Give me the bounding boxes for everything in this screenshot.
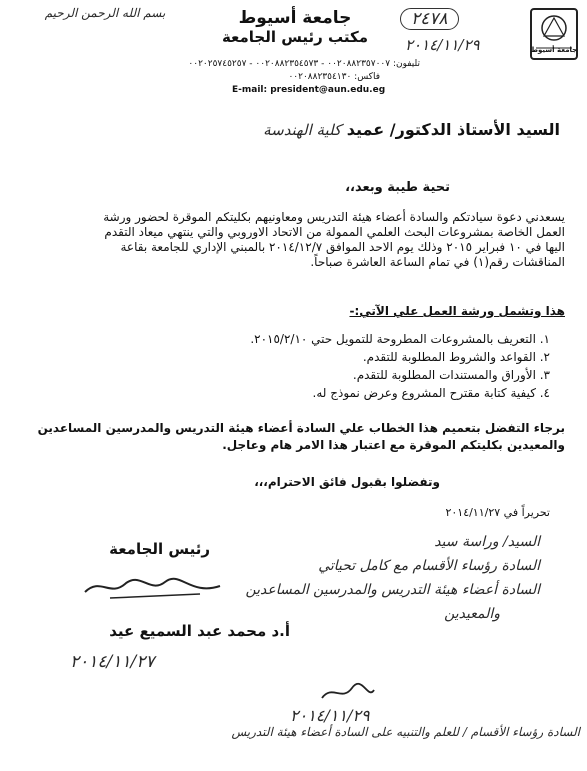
note-line: السيد/ وراسة سيد bbox=[434, 534, 540, 550]
note-line: السادة أعضاء هيئة التدريس والمدرسين المساعدين bbox=[245, 582, 540, 598]
paragraph-line: يسعدني دعوة سيادتكم والسادة أعضاء هيئة التدريس ومعاونيهم بكليتكم الموقرة لحضور ورشة bbox=[103, 210, 565, 224]
workshop-items bbox=[80, 330, 550, 402]
signer-title: رئيس الجامعة bbox=[109, 540, 210, 558]
greeting: تحية طيبة وبعد،، bbox=[345, 180, 450, 195]
signature-icon bbox=[80, 572, 230, 602]
university-logo bbox=[530, 8, 578, 60]
paragraph-line: المناقشات رقم(١) في تمام الساعة العاشرة صباحاً. bbox=[310, 255, 565, 269]
university-header bbox=[180, 8, 410, 47]
recipient-line bbox=[220, 120, 560, 139]
body-paragraph bbox=[20, 210, 565, 270]
university-name: جامعة أسيوط bbox=[238, 8, 352, 28]
list-item: ٣. الأوراق والمستندات المطلوبة للتقدم. bbox=[352, 368, 550, 382]
office-name: مكتب رئيس الجامعة bbox=[221, 28, 369, 46]
contact-email: E-mail: president@aun.edu.eg bbox=[232, 85, 386, 95]
list-item: ٤. كيفية كتابة مقترح المشروع وعرض نموذج له. bbox=[312, 386, 550, 400]
phone-value: ٠٠٢٠٨٨٢٣٥٧٠٠٧ - ٠٠٢٠٨٨٢٣٥٤٥٧٣ - ٠٠٢٠٢٥٧٤٥٢٥٧ bbox=[188, 59, 391, 69]
received-date: ٢٠١٤/١١/٢٩ bbox=[405, 36, 480, 54]
request-line: برجاء التفضل بتعميم هذا الخطاب علي السادة أعضاء هيئة التدريس والمدرسين المساعدين bbox=[37, 421, 565, 435]
note-line: السادة رؤساء الأقسام مع كامل تحياتي bbox=[318, 558, 540, 574]
list-item: ١. التعريف بالمشروعات المطروحة للتمويل حتي ٢٠١٥/٢/١٠. bbox=[250, 332, 550, 346]
recipient-title: السيد الأستاذ الدكتور/ عميد bbox=[346, 120, 560, 139]
fax-value: ٠٠٢٠٨٨٢٣٥٤١٣٠ bbox=[288, 72, 352, 82]
date-written: تحريراً في ٢٠١٤/١١/٢٧ bbox=[445, 506, 550, 519]
signer-name: أ.د محمد عبد السميع عيد bbox=[109, 622, 290, 640]
logo-caption: جامعة أسيوط bbox=[530, 46, 578, 54]
workshop-heading: هذا وتشمل ورشة العمل علي الآتي:- bbox=[349, 304, 565, 318]
request-paragraph bbox=[20, 420, 565, 454]
closing: وتفضلوا بقبول فائق الاحترام،،، bbox=[254, 475, 440, 489]
handwritten-date-left: ٢٠١٤/١١/٢٧ bbox=[70, 652, 155, 672]
handwritten-bottom-note: السادة رؤساء الأقسام / للعلم والتنبيه على السادة أعضاء هيئة التدريس bbox=[231, 725, 580, 739]
paragraph-line: اليها في ١٠ فبراير ٢٠١٥ وذلك يوم الاحد الموافق ٢٠١٤/١٢/٧ بالمبني الإداري للجامعة بقاعة bbox=[120, 240, 565, 254]
recipient-handwritten: كلية الهندسة bbox=[263, 121, 342, 139]
fax-label: فاكس: bbox=[354, 72, 380, 82]
basmala: بسم الله الرحمن الرحيم bbox=[44, 6, 166, 20]
initials-icon bbox=[318, 682, 378, 704]
handwritten-notes bbox=[245, 530, 540, 626]
received-number: ٢٤٧٨ bbox=[400, 8, 459, 30]
paragraph-line: العمل الخاصة بمشروعات البحث العلمي الممولة من الاتحاد الاوروبي والتي ينتهي ميعاد التقدم bbox=[104, 225, 565, 239]
handwritten-date-bottom: ٢٠١٤/١١/٢٩ bbox=[290, 706, 370, 725]
note-line: والمعيدين bbox=[444, 606, 500, 622]
list-item: ٢. القواعد والشروط المطلوبة للتقدم. bbox=[362, 350, 550, 364]
request-line: والمعيدين بكليتكم الموقرة مع اعتبار هذا الامر هام وعاجل. bbox=[222, 438, 565, 452]
phone-label: تليفون: bbox=[392, 59, 420, 69]
